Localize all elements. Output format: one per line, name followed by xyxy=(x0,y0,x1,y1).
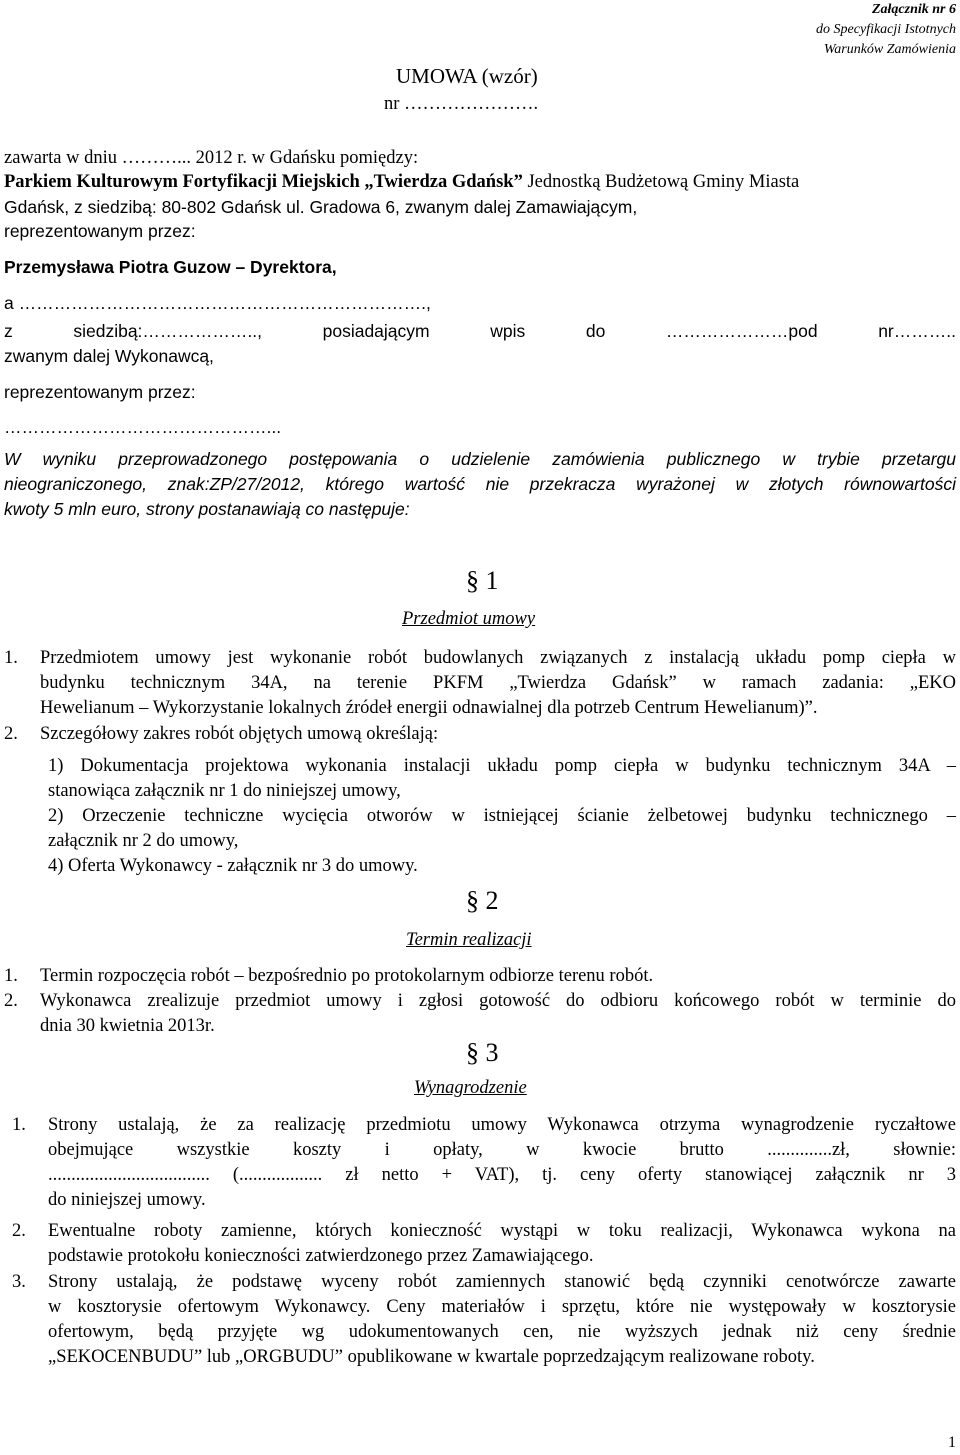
paragraph-line: Wykonawca zrealizuje przedmiot umowy i zgłosi gotowość do odbioru końcowego robót w terminie do xyxy=(40,991,956,1011)
section-3-title: Wynagrodzenie xyxy=(414,1078,527,1098)
section-1-paragraph-2: Szczegółowy zakres robót objętych umową określają: xyxy=(40,724,439,744)
section-1-mark: § 1 xyxy=(466,566,499,595)
paragraph-line: Ewentualne roboty zamienne, których konieczność wystąpi w toku realizacji, Wykonawca wykona na xyxy=(48,1221,956,1241)
scope-list xyxy=(48,756,956,881)
party1-name: Parkiem Kulturowym Fortyfikacji Miejskich „Twierdza Gdańsk” xyxy=(4,172,523,192)
list-item: 4) Oferta Wykonawcy - załącznik nr 3 do umowy. xyxy=(48,856,418,876)
section-2-paragraph-2 xyxy=(40,991,956,1041)
party1-type: Jednostką Budżetową Gminy Miasta xyxy=(522,172,800,192)
date-line: zawarta w dniu ………... 2012 r. w Gdańsku pomiędzy: xyxy=(4,148,419,168)
list-item: stanowiąca załącznik nr 1 do niniejszej umowy, xyxy=(48,781,401,801)
preamble xyxy=(4,449,956,524)
paragraph-number: 2. xyxy=(4,724,18,744)
attachment-conditions: Warunków Zamówienia xyxy=(823,42,956,57)
paragraph-line: Strony ustalają, że za realizację przedmiotu umowy Wykonawca otrzyma wynagrodzenie ryczałtowe xyxy=(48,1115,956,1135)
paragraph-line: Przedmiotem umowy jest wykonanie robót budowlanych związanych z instalacją układu pomp ciepła w xyxy=(40,648,956,668)
contractor-label: zwanym dalej Wykonawcą, xyxy=(4,346,214,366)
preamble-line: W wyniku przeprowadzonego postępowania o udzielenie zamówienia publicznego w trybie przetargu xyxy=(4,449,956,469)
section-3-mark: § 3 xyxy=(466,1038,499,1067)
paragraph-line: podstawie protokołu konieczności zatwierdzonego przez Zamawiającego. xyxy=(48,1246,594,1266)
representative-blank: ………………………………………... xyxy=(4,417,282,437)
section-2-mark: § 2 xyxy=(466,886,499,915)
paragraph-number: 1. xyxy=(4,648,18,668)
paragraph-line: Hewelianum – Wykorzystanie lokalnych źródeł energii odnawialnej dla potrzeb Centrum Hewelianum)”. xyxy=(40,698,818,718)
section-3-paragraph-1 xyxy=(48,1115,956,1215)
represented-by-2: reprezentowanym przez: xyxy=(4,382,196,402)
contract-number: nr …………………. xyxy=(384,94,539,114)
director-name: Przemysława Piotra Guzow – Dyrektora, xyxy=(4,257,337,277)
paragraph-line: Strony ustalają, że podstawę wyceny robót zamiennych stanowić będą czynniki cenotwórcze zawarte xyxy=(48,1272,956,1292)
contractor-seat-text: z siedzibą:……………….., posiadającym wpis do …………………pod nr……….. xyxy=(4,321,956,341)
paragraph-line: ofertowym, będą przyjęte wg udokumentowanych cen, nie wyższych jednak niż ceny średnie xyxy=(48,1322,956,1342)
preamble-line: kwoty 5 mln euro, strony postanawiają co następuje: xyxy=(4,499,410,519)
list-item: załącznik nr 2 do umowy, xyxy=(48,831,239,851)
preamble-line: nieograniczonego, znak:ZP/27/2012, którego wartość nie przekracza wyrażonej w złotych równowartości xyxy=(4,474,956,494)
paragraph-number: 2. xyxy=(12,1221,26,1241)
paragraph-number: 3. xyxy=(12,1272,26,1292)
attachment-spec: do Specyfikacji Istotnych xyxy=(816,22,956,37)
section-1-title: Przedmiot umowy xyxy=(402,609,536,629)
section-1-paragraph-1 xyxy=(40,648,956,723)
section-3-paragraph-3 xyxy=(48,1272,956,1372)
section-2-title: Termin realizacji xyxy=(406,930,532,950)
paragraph-line: w kosztorysie ofertowym Wykonawcy. Ceny materiałów i sprzętu, które nie występowały w kosztorysie xyxy=(48,1297,956,1317)
page-number: 1 xyxy=(948,1434,956,1451)
paragraph-line: do niniejszej umowy. xyxy=(48,1190,206,1210)
represented-by-1: reprezentowanym przez: xyxy=(4,221,196,241)
paragraph-number: 1. xyxy=(12,1115,26,1135)
paragraph-number: 1. xyxy=(4,966,18,986)
paragraph-line: ................................... (.................. zł netto + VAT), tj. ceny oferty stanowiącej załącznik nr 3 xyxy=(48,1165,956,1185)
address-line: Gdańsk, z siedzibą: 80-802 Gdańsk ul. Gradowa 6, zwanym dalej Zamawiającym, xyxy=(4,197,638,217)
section-3-paragraph-2 xyxy=(48,1221,956,1271)
list-item: 2) Orzeczenie techniczne wycięcia otworów w istniejącej ścianie żelbetowej budynku technicznego – xyxy=(48,806,956,826)
paragraph-number: 2. xyxy=(4,991,18,1011)
paragraph-line: budynku technicznym 34A, na terenie PKFM „Twierdza Gdańsk” w ramach zadania: „EKO xyxy=(40,673,956,693)
paragraph-line: „SEKOCENBUDU” lub „ORGBUDU” opublikowane w kwartale poprzedzającym realizowane roboty. xyxy=(48,1347,815,1367)
list-item: 1) Dokumentacja projektowa wykonania instalacji układu pomp ciepła w budynku technicznym 34A – xyxy=(48,756,956,776)
contractor-name-blank: a ……………………………………………………………., xyxy=(4,293,431,313)
paragraph-line: dnia 30 kwietnia 2013r. xyxy=(40,1016,215,1036)
contractor-seat xyxy=(4,321,956,342)
paragraph-line: obejmujące wszystkie koszty i opłaty, w kwocie brutto ..............zł, słownie: xyxy=(48,1140,956,1160)
party1-line xyxy=(4,172,799,193)
attachment-label: Załącznik nr 6 xyxy=(871,2,956,17)
section-2-paragraph-1: Termin rozpoczęcia robót – bezpośrednio po protokolarnym odbiorze terenu robót. xyxy=(40,966,654,986)
document-title: UMOWA (wzór) xyxy=(396,64,538,88)
